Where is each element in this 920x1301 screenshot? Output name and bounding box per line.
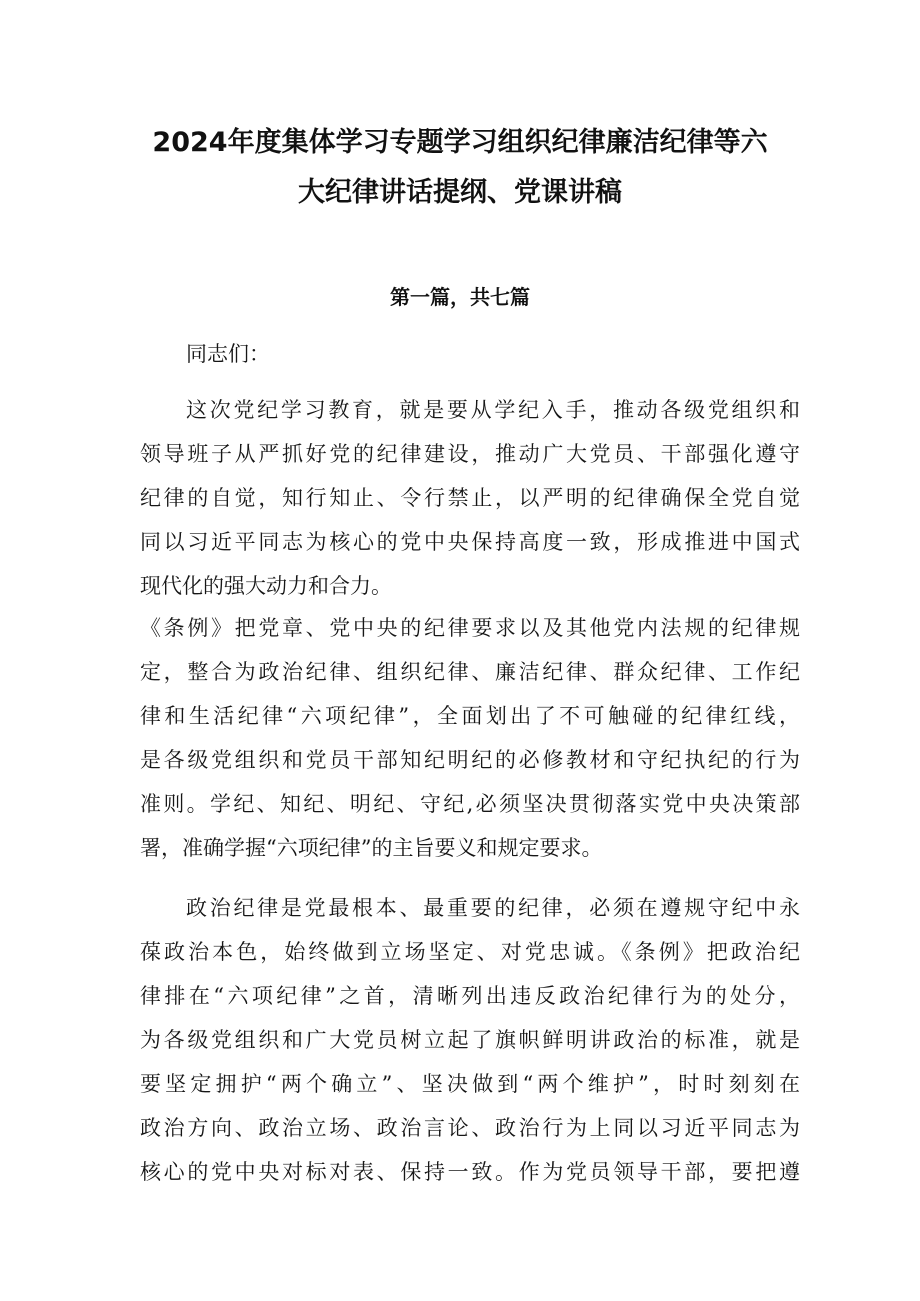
- paragraph-2-line: 准则。学纪、知纪、明纪、守纪,必须坚决贯彻落实党中央决策部: [140, 792, 800, 816]
- paragraph-1-line: 领导班子从严抓好党的纪律建设，推动广大党员、干部强化遵守: [140, 442, 800, 466]
- salutation: 同志们：: [186, 342, 270, 366]
- paragraph-2-line: 律和生活纪律“六项纪律”，全面划出了不可触碰的纪律红线，: [140, 704, 800, 728]
- paragraph-2-line: 署，准确学握“六项纪律”的主旨要义和规定要求。: [140, 836, 603, 860]
- paragraph-1-line: 同以习近平同志为核心的党中央保持高度一致，形成推进中国式: [140, 530, 800, 554]
- paragraph-1-line: 纪律的自觉，知行知止、令行禁止，以严明的纪律确保全党自觉: [140, 486, 800, 510]
- paragraph-3-line: 为各级党组织和广大党员树立起了旗帜鲜明讲政治的标准，就是: [140, 1028, 800, 1052]
- paragraph-1-line: 这次党纪学习教育，就是要从学纪入手，推动各级党组织和: [186, 398, 800, 422]
- paragraph-3-line: 要坚定拥护“两个确立”、坚决做到“两个维护”，时时刻刻在: [140, 1072, 800, 1096]
- paragraph-2-line: 定，整合为政治纪律、组织纪律、廉洁纪律、群众纪律、工作纪: [140, 660, 800, 684]
- document-title-line-1: 2024年度集体学习专题学习组织纪律廉洁纪律等六: [152, 127, 768, 158]
- paragraph-1-line: 现代化的强大动力和合力。: [140, 574, 392, 598]
- paragraph-3-line: 律排在“六项纪律”之首，清晰列出违反政治纪律行为的处分，: [140, 984, 800, 1008]
- document-title-line-2: 大纪律讲话提纲、党课讲稿: [298, 177, 622, 208]
- paragraph-3-line: 核心的党中央对标对表、保持一致。作为党员领导干部，要把遵: [140, 1160, 800, 1184]
- section-heading: 第一篇，共七篇: [390, 285, 530, 309]
- paragraph-3-line: 政治纪律是党最根本、最重要的纪律，必须在遵规守纪中永: [186, 896, 800, 920]
- paragraph-2-line: 《条例》把党章、党中央的纪律要求以及其他党内法规的纪律规: [140, 616, 800, 640]
- paragraph-2-line: 是各级党组织和党员干部知纪明纪的必修教材和守纪执纪的行为: [140, 748, 800, 772]
- paragraph-3-line: 政治方向、政治立场、政治言论、政治行为上同以习近平同志为: [140, 1116, 800, 1140]
- paragraph-3-line: 葆政治本色，始终做到立场坚定、对党忠诚。《条例》把政治纪: [140, 940, 800, 964]
